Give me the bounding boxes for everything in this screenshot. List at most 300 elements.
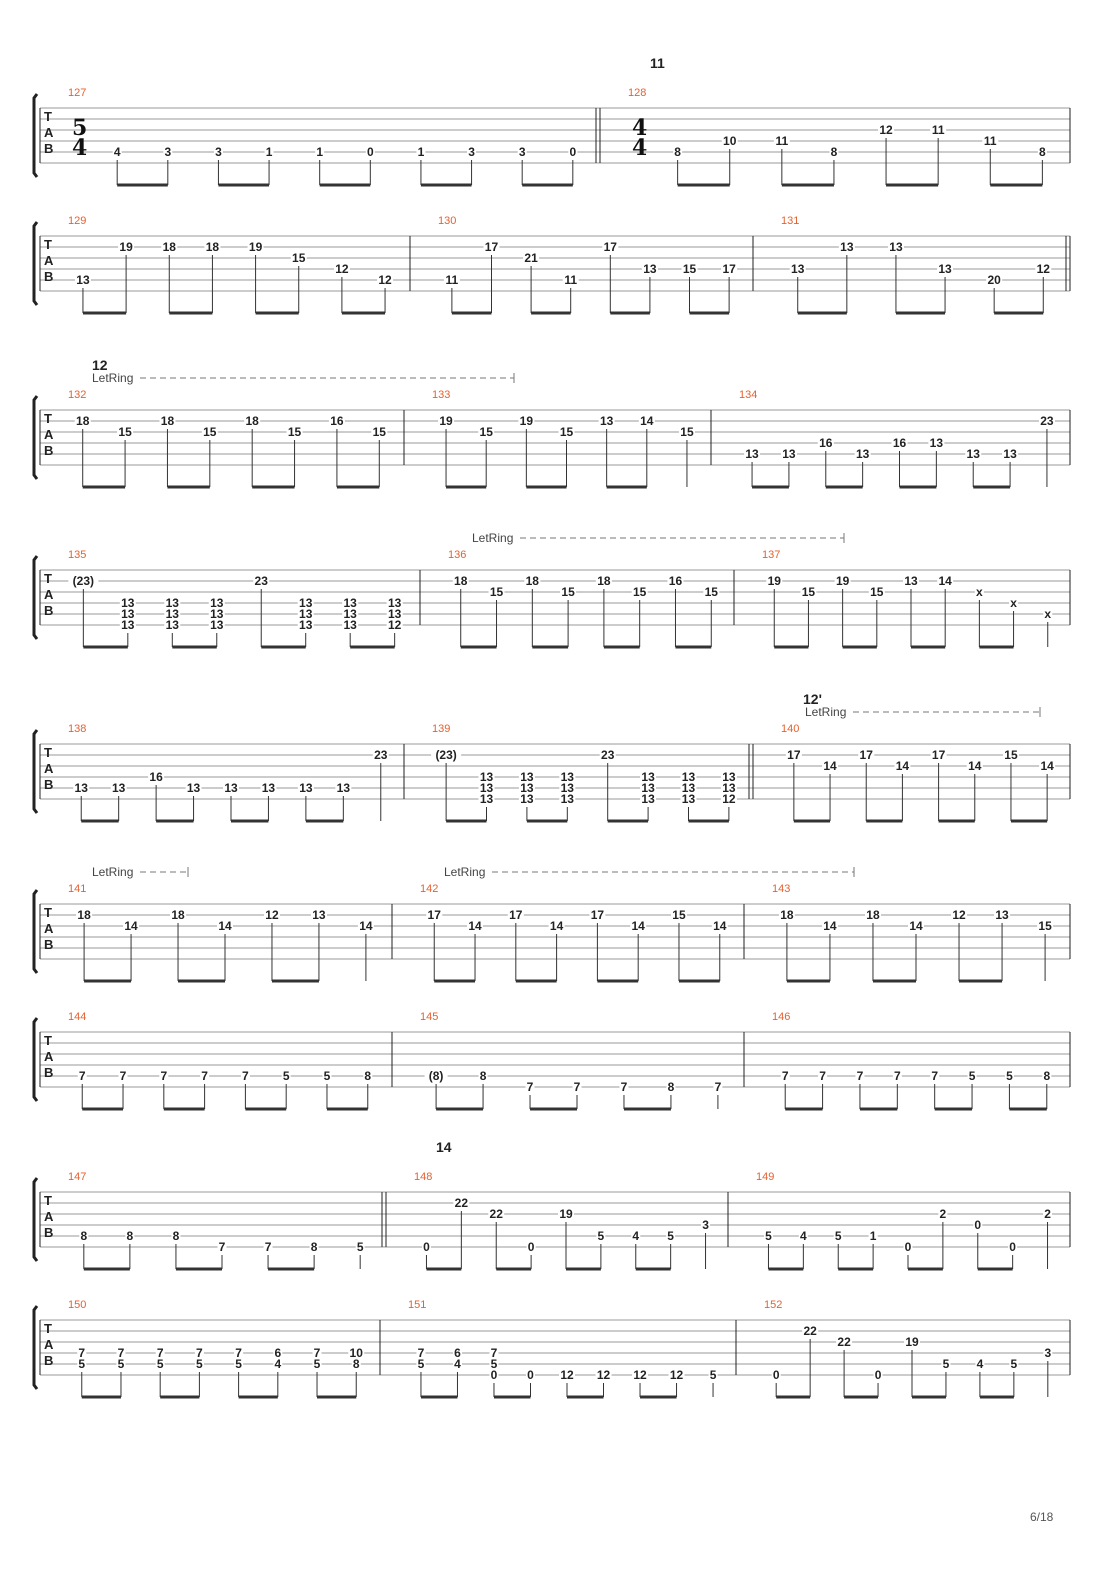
fret-number: 19 xyxy=(835,574,850,588)
fret-number: 18 xyxy=(205,240,220,254)
fret-number: 5 xyxy=(834,1229,842,1243)
fret-number: 17 xyxy=(427,908,441,922)
fret-number: 7 xyxy=(490,1346,498,1360)
measure-number: 135 xyxy=(68,549,87,561)
fret-number: 15 xyxy=(633,585,647,599)
tab-clef-letter: T xyxy=(44,109,52,124)
fret-number: 13 xyxy=(791,262,805,276)
fret-number: 13 xyxy=(210,618,224,632)
fret-number: 13 xyxy=(889,240,903,254)
measure-number: 150 xyxy=(68,1299,87,1311)
system-bracket xyxy=(34,1306,37,1389)
fret-number: 23 xyxy=(1040,414,1054,428)
fret-number: 13 xyxy=(387,607,402,621)
fret-number: 16 xyxy=(330,414,344,428)
measure-number: 139 xyxy=(432,723,451,735)
fret-number: 6 xyxy=(274,1346,282,1360)
fret-number: 13 xyxy=(643,262,657,276)
fret-number: 2 xyxy=(1044,1207,1051,1221)
fret-number: 5 xyxy=(117,1357,125,1371)
fret-number: 13 xyxy=(121,618,135,632)
system-bracket xyxy=(34,94,37,177)
fret-number: (8) xyxy=(428,1069,444,1083)
fret-number: 13 xyxy=(840,240,854,254)
section-marker: 14 xyxy=(436,1139,452,1155)
tab-clef-letter: T xyxy=(44,1193,52,1208)
fret-number: 13 xyxy=(343,596,357,610)
fret-number: 5 xyxy=(597,1229,605,1243)
let-ring-label: LetRing xyxy=(472,531,514,545)
fret-number: 7 xyxy=(417,1346,425,1360)
fret-number: 14 xyxy=(713,919,727,933)
fret-number: 13 xyxy=(681,770,696,784)
fret-number: 13 xyxy=(343,618,357,632)
fret-number: 13 xyxy=(479,770,494,784)
fret-number: 7 xyxy=(201,1069,208,1083)
fret-number: 4 xyxy=(274,1357,282,1371)
fret-number: 17 xyxy=(787,748,801,762)
fret-number: 14 xyxy=(359,919,373,933)
fret-number: 12 xyxy=(387,618,402,632)
fret-number: 7 xyxy=(119,1069,127,1083)
fret-number: 14 xyxy=(909,919,923,933)
fret-number: 5 xyxy=(323,1069,331,1083)
fret-number: 17 xyxy=(484,240,499,254)
fret-number: 23 xyxy=(254,574,268,588)
fret-number: 0 xyxy=(490,1368,498,1382)
fret-number: 7 xyxy=(264,1240,272,1254)
let-ring-label: LetRing xyxy=(805,705,847,719)
tab-clef-letter: A xyxy=(44,761,54,776)
fret-number: 21 xyxy=(524,251,538,265)
measure-number: 149 xyxy=(756,1171,775,1183)
fret-number: 7 xyxy=(931,1069,939,1083)
fret-number: 18 xyxy=(780,908,794,922)
time-signature-bottom: 4 xyxy=(72,135,88,161)
fret-number: 0 xyxy=(423,1240,430,1254)
system-bracket xyxy=(34,222,37,305)
fret-number: 3 xyxy=(1044,1346,1052,1360)
fret-number: 18 xyxy=(160,414,175,428)
fret-number: 13 xyxy=(641,781,655,795)
fret-number: 17 xyxy=(722,262,736,276)
fret-number: 20 xyxy=(987,273,1001,287)
fret-number: 22 xyxy=(837,1335,851,1349)
measure-number: 131 xyxy=(781,215,800,227)
system-bracket xyxy=(34,396,37,479)
time-signature-bottom: 4 xyxy=(632,135,648,161)
measure-number: 130 xyxy=(438,215,457,227)
tab-clef-letter: A xyxy=(44,253,54,268)
fret-number: x xyxy=(1044,607,1052,621)
fret-number: 14 xyxy=(895,759,910,773)
fret-number: 18 xyxy=(525,574,539,588)
fret-number: 7 xyxy=(573,1080,581,1094)
fret-number: 12 xyxy=(722,792,736,806)
fret-number: 4 xyxy=(113,145,121,159)
fret-number: 0 xyxy=(366,145,374,159)
fret-number: 12 xyxy=(335,262,349,276)
fret-number: 5 xyxy=(356,1240,364,1254)
fret-number: 7 xyxy=(218,1240,226,1254)
fret-number: 5 xyxy=(417,1357,425,1371)
fret-number: (23) xyxy=(72,574,95,588)
fret-number: 15 xyxy=(561,585,575,599)
fret-number: 12 xyxy=(1036,262,1050,276)
fret-number: 17 xyxy=(509,908,523,922)
tab-clef-letter: B xyxy=(44,937,54,952)
measure-number: 134 xyxy=(739,389,758,401)
fret-number: 5 xyxy=(313,1357,321,1371)
fret-number: 13 xyxy=(520,781,534,795)
fret-number: 13 xyxy=(520,792,534,806)
fret-number: 8 xyxy=(479,1069,487,1083)
fret-number: 13 xyxy=(938,262,952,276)
fret-number: 15 xyxy=(372,425,386,439)
fret-number: 13 xyxy=(299,596,313,610)
tab-clef-letter: T xyxy=(44,1033,52,1048)
fret-number: 11 xyxy=(445,273,459,287)
fret-number: 13 xyxy=(210,607,224,621)
fret-number: 7 xyxy=(526,1080,534,1094)
fret-number: 7 xyxy=(160,1069,168,1083)
fret-number: 16 xyxy=(892,436,907,450)
fret-number: 7 xyxy=(156,1346,164,1360)
fret-number: 12 xyxy=(952,908,966,922)
fret-number: 13 xyxy=(299,781,313,795)
fret-number: 15 xyxy=(1004,748,1018,762)
fret-number: 13 xyxy=(312,908,326,922)
fret-number: 14 xyxy=(124,919,138,933)
fret-number: 7 xyxy=(78,1346,86,1360)
fret-number: 16 xyxy=(668,574,683,588)
fret-number: 5 xyxy=(196,1357,203,1371)
system-bracket xyxy=(34,730,37,813)
measure-number: 129 xyxy=(68,215,87,227)
section-marker: 11 xyxy=(650,55,665,71)
fret-number: 7 xyxy=(620,1080,628,1094)
fret-number: 13 xyxy=(966,447,980,461)
tab-clef-letter: B xyxy=(44,443,54,458)
fret-number: 11 xyxy=(775,134,789,148)
fret-number: 1 xyxy=(316,145,324,159)
measure-number: 152 xyxy=(764,1299,783,1311)
fret-number: 4 xyxy=(632,1229,640,1243)
fret-number: 14 xyxy=(1040,759,1054,773)
fret-number: 17 xyxy=(590,908,605,922)
measure-number: 138 xyxy=(68,723,87,735)
fret-number: 13 xyxy=(929,436,944,450)
measure-number: 137 xyxy=(762,549,781,561)
fret-number: 5 xyxy=(709,1368,717,1382)
fret-number: 5 xyxy=(942,1357,950,1371)
fret-number: 16 xyxy=(149,770,163,784)
measure-number: 140 xyxy=(781,723,800,735)
fret-number: 18 xyxy=(76,414,90,428)
system-bracket xyxy=(34,556,37,639)
fret-number: 13 xyxy=(299,607,313,621)
fret-number: 14 xyxy=(938,574,952,588)
fret-number: 13 xyxy=(210,596,224,610)
fret-number: 13 xyxy=(121,607,135,621)
measure-number: 143 xyxy=(772,883,791,895)
fret-number: (23) xyxy=(435,748,457,762)
fret-number: 13 xyxy=(560,781,574,795)
fret-number: 13 xyxy=(165,596,179,610)
fret-number: 5 xyxy=(490,1357,498,1371)
fret-number: 18 xyxy=(866,908,880,922)
fret-number: 5 xyxy=(282,1069,290,1083)
fret-number: 18 xyxy=(597,574,611,588)
tab-clef-letter: A xyxy=(44,1337,54,1352)
tab-clef-letter: B xyxy=(44,269,54,284)
fret-number: 0 xyxy=(904,1240,912,1254)
measure-number: 133 xyxy=(432,389,451,401)
fret-number: 17 xyxy=(931,748,946,762)
fret-number: 13 xyxy=(165,607,179,621)
fret-number: 15 xyxy=(680,425,694,439)
fret-number: 10 xyxy=(723,134,737,148)
fret-number: 13 xyxy=(186,781,201,795)
fret-number: 0 xyxy=(527,1368,534,1382)
tab-clef-letter: T xyxy=(44,1321,52,1336)
fret-number: 13 xyxy=(1003,447,1017,461)
measure-number: 145 xyxy=(420,1011,439,1023)
fret-number: 5 xyxy=(667,1229,674,1243)
fret-number: 15 xyxy=(801,585,816,599)
fret-number: 5 xyxy=(156,1357,164,1371)
measure-number: 144 xyxy=(68,1011,87,1023)
fret-number: 18 xyxy=(162,240,176,254)
measure-number: 142 xyxy=(420,883,439,895)
fret-number: 8 xyxy=(674,145,681,159)
fret-number: 12 xyxy=(669,1368,684,1382)
measure-number: 147 xyxy=(68,1171,87,1183)
fret-number: 13 xyxy=(681,781,696,795)
fret-number: 13 xyxy=(387,596,402,610)
fret-number: 0 xyxy=(974,1218,982,1232)
fret-number: 1 xyxy=(265,145,273,159)
page-number: 6/18 xyxy=(1030,1510,1054,1524)
fret-number: 5 xyxy=(765,1229,772,1243)
fret-number: 15 xyxy=(672,908,686,922)
fret-number: 8 xyxy=(1043,1069,1051,1083)
fret-number: 3 xyxy=(468,145,475,159)
fret-number: 14 xyxy=(823,759,837,773)
fret-number: 13 xyxy=(520,770,534,784)
time-signature-top: 5 xyxy=(72,115,88,141)
fret-number: 8 xyxy=(1039,145,1046,159)
fret-number: 11 xyxy=(983,134,997,148)
tab-clef-letter: A xyxy=(44,125,54,140)
fret-number: 8 xyxy=(80,1229,88,1243)
fret-number: 15 xyxy=(292,251,306,265)
fret-number: 0 xyxy=(527,1240,535,1254)
tab-clef-letter: B xyxy=(44,777,54,792)
fret-number: 15 xyxy=(287,425,302,439)
fret-number: 13 xyxy=(74,781,88,795)
fret-number: 7 xyxy=(117,1346,125,1360)
fret-number: 13 xyxy=(904,574,918,588)
fret-number: 5 xyxy=(235,1357,242,1371)
fret-number: 14 xyxy=(218,919,232,933)
fret-number: 8 xyxy=(126,1229,134,1243)
fret-number: 19 xyxy=(439,414,453,428)
fret-number: 22 xyxy=(803,1324,817,1338)
fret-number: 13 xyxy=(722,781,736,795)
fret-number: 13 xyxy=(599,414,614,428)
fret-number: 19 xyxy=(559,1207,573,1221)
fret-number: 8 xyxy=(352,1357,360,1371)
fret-number: 18 xyxy=(171,908,185,922)
fret-number: 15 xyxy=(682,262,697,276)
fret-number: 13 xyxy=(479,792,494,806)
measure-number: 141 xyxy=(68,883,87,895)
fret-number: 17 xyxy=(603,240,617,254)
fret-number: 11 xyxy=(931,123,945,137)
fret-number: 14 xyxy=(640,414,654,428)
fret-number: 13 xyxy=(479,781,494,795)
tab-clef-letter: A xyxy=(44,427,54,442)
fret-number: 14 xyxy=(968,759,982,773)
fret-number: 15 xyxy=(704,585,718,599)
fret-number: 23 xyxy=(601,748,615,762)
measure-number: 136 xyxy=(448,549,467,561)
fret-number: 4 xyxy=(454,1357,461,1371)
fret-number: 16 xyxy=(819,436,833,450)
fret-number: 3 xyxy=(164,145,172,159)
fret-number: 13 xyxy=(261,781,276,795)
fret-number: 1 xyxy=(869,1229,877,1243)
fret-number: 19 xyxy=(519,414,534,428)
fret-number: 7 xyxy=(819,1069,826,1083)
fret-number: 19 xyxy=(248,240,263,254)
tab-clef-letter: B xyxy=(44,1225,54,1240)
fret-number: 10 xyxy=(349,1346,363,1360)
fret-number: 6 xyxy=(454,1346,461,1360)
tab-clef-letter: A xyxy=(44,587,54,602)
fret-number: 13 xyxy=(343,607,357,621)
fret-number: 8 xyxy=(364,1069,372,1083)
fret-number: 13 xyxy=(560,770,574,784)
fret-number: 8 xyxy=(172,1229,180,1243)
tab-clef-letter: T xyxy=(44,571,52,586)
fret-number: 7 xyxy=(781,1069,789,1083)
fret-number: 5 xyxy=(968,1069,976,1083)
system-bracket xyxy=(34,890,37,973)
fret-number: 7 xyxy=(313,1346,321,1360)
fret-number: 5 xyxy=(78,1357,86,1371)
fret-number: 5 xyxy=(1010,1357,1018,1371)
section-marker: 12 xyxy=(92,357,108,373)
fret-number: 13 xyxy=(855,447,870,461)
fret-number: 7 xyxy=(856,1069,864,1083)
fret-number: 12 xyxy=(265,908,279,922)
fret-number: 15 xyxy=(489,585,504,599)
fret-number: 13 xyxy=(722,770,736,784)
measure-number: 151 xyxy=(408,1299,427,1311)
fret-number: 3 xyxy=(702,1218,709,1232)
fret-number: 14 xyxy=(549,919,564,933)
fret-number: 0 xyxy=(1009,1240,1016,1254)
tab-clef-letter: A xyxy=(44,921,54,936)
fret-number: x xyxy=(1010,596,1017,610)
fret-number: 0 xyxy=(569,145,577,159)
section-marker: 12' xyxy=(803,691,822,707)
fret-number: 13 xyxy=(641,792,655,806)
let-ring-label: LetRing xyxy=(92,865,134,879)
fret-number: 11 xyxy=(564,273,578,287)
fret-number: 7 xyxy=(714,1080,722,1094)
fret-number: 7 xyxy=(235,1346,242,1360)
fret-number: 0 xyxy=(874,1368,882,1382)
fret-number: 1 xyxy=(417,145,425,159)
fret-number: 19 xyxy=(767,574,781,588)
fret-number: 15 xyxy=(559,425,574,439)
fret-number: 15 xyxy=(479,425,493,439)
time-signature-top: 4 xyxy=(632,115,648,141)
system-bracket xyxy=(34,1178,37,1261)
tab-clef-letter: A xyxy=(44,1209,54,1224)
fret-number: 3 xyxy=(518,145,526,159)
fret-number: 13 xyxy=(681,792,696,806)
fret-number: 4 xyxy=(976,1357,984,1371)
tab-clef-letter: T xyxy=(44,905,52,920)
fret-number: 5 xyxy=(1006,1069,1013,1083)
tab-clef-letter: T xyxy=(44,745,52,760)
system-bracket xyxy=(34,1018,37,1101)
fret-number: x xyxy=(976,585,983,599)
fret-number: 8 xyxy=(830,145,838,159)
fret-number: 7 xyxy=(893,1069,901,1083)
fret-number: 13 xyxy=(995,908,1009,922)
fret-number: 18 xyxy=(245,414,259,428)
fret-number: 15 xyxy=(870,585,884,599)
fret-number: 12 xyxy=(378,273,392,287)
fret-number: 13 xyxy=(165,618,179,632)
fret-number: 12 xyxy=(596,1368,611,1382)
fret-number: 19 xyxy=(119,240,133,254)
fret-number: 14 xyxy=(468,919,482,933)
tab-clef-letter: T xyxy=(44,411,52,426)
measure-number: 128 xyxy=(628,87,647,99)
tab-clef-letter: B xyxy=(44,603,54,618)
tab-clef-letter: T xyxy=(44,237,52,252)
fret-number: 13 xyxy=(560,792,574,806)
fret-number: 22 xyxy=(454,1196,469,1210)
fret-number: 8 xyxy=(667,1080,675,1094)
fret-number: 13 xyxy=(782,447,796,461)
tab-clef-letter: A xyxy=(44,1049,54,1064)
fret-number: 13 xyxy=(121,596,135,610)
fret-number: 3 xyxy=(215,145,222,159)
fret-number: 13 xyxy=(76,273,90,287)
measure-number: 148 xyxy=(414,1171,433,1183)
fret-number: 15 xyxy=(203,425,217,439)
fret-number: 0 xyxy=(772,1368,780,1382)
measure-number: 127 xyxy=(68,87,87,99)
fret-number: 13 xyxy=(336,781,351,795)
fret-number: 17 xyxy=(859,748,873,762)
fret-number: 18 xyxy=(454,574,468,588)
fret-number: 15 xyxy=(1038,919,1052,933)
fret-number: 7 xyxy=(242,1069,249,1083)
tab-clef-letter: B xyxy=(44,1065,54,1080)
fret-number: 14 xyxy=(631,919,645,933)
fret-number: 13 xyxy=(745,447,759,461)
fret-number: 13 xyxy=(641,770,655,784)
tab-clef-letter: B xyxy=(44,1353,54,1368)
